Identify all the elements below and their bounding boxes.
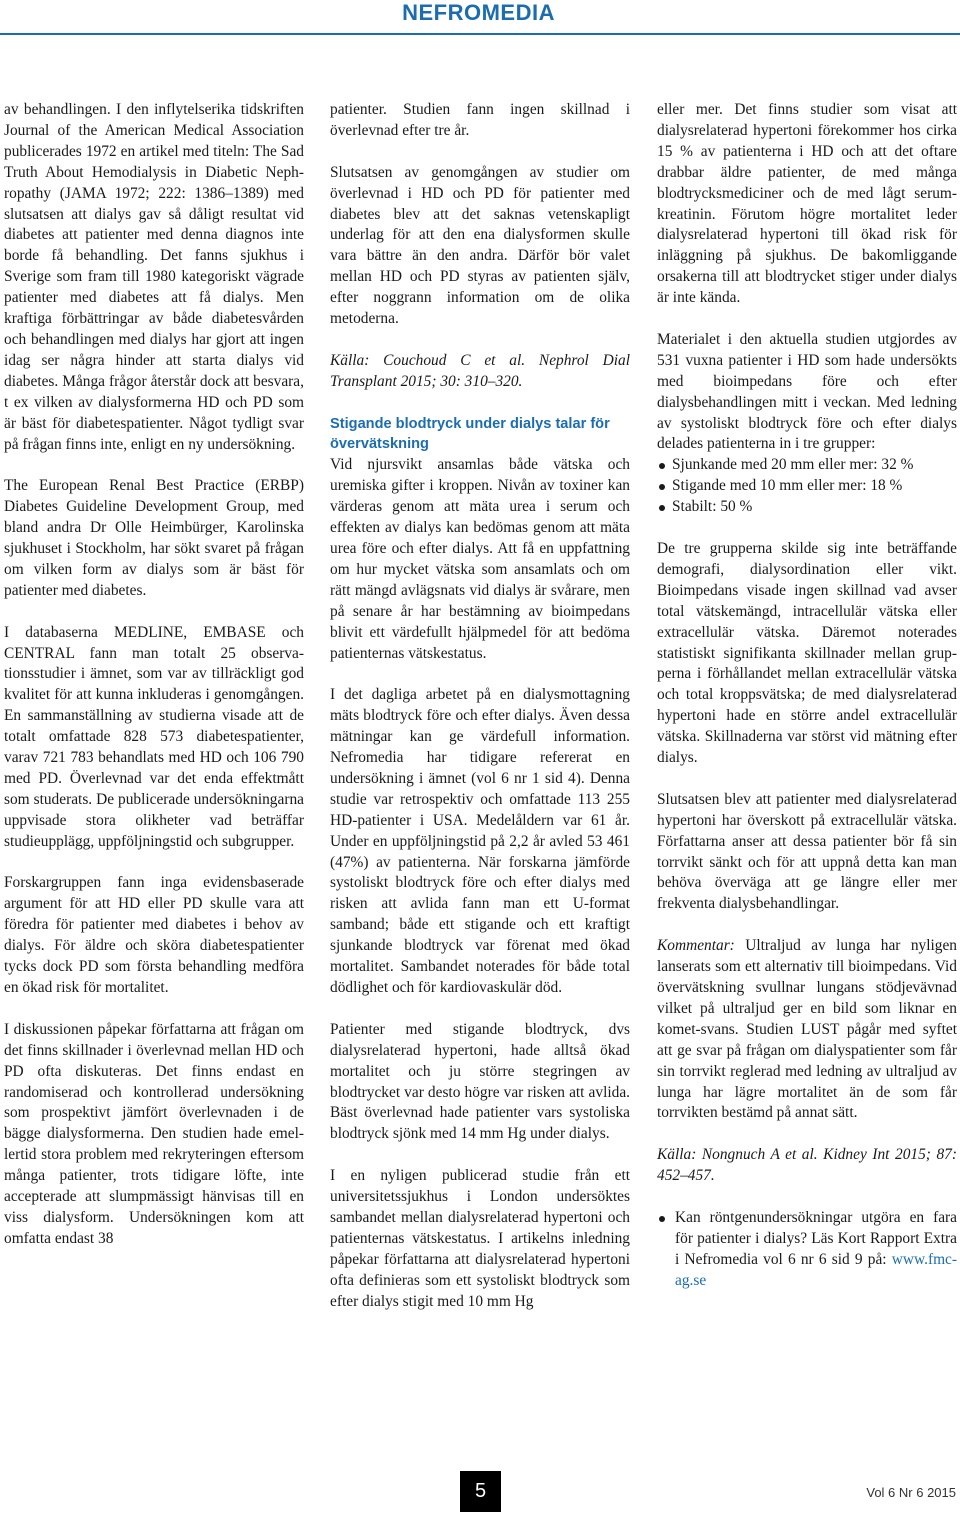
article-column-1 [4,100,304,1250]
paragraph: Materialet i den aktuella studien utgjordes av 531 vuxna patienter i HD som hade undersökts med bioimpedans före och efter dialysbehandlingen mitt i veckan. Med ledning av systoliskt blodtryck före och efter dialys delades patienterna in i tre grupper: [657,330,957,453]
list-item: Stigande med 10 mm eller mer: 18 % [657,476,957,497]
comment-label: Kommentar: [657,937,735,955]
list-item: Stabilt: 50 % [657,497,957,518]
paragraph: Patienter med stigande blodtryck, dvs dialysrelaterad hypertoni, hade alltså ökad mortalitet och ju större stegringen av blodtrycket var desto högre var risken att avlida. Bäst överlevnad hade patienter vars systoliska blodtryck sjönk med 14 mm Hg under dialys. [330,1020,630,1143]
article-column-2 [330,100,630,1312]
note-text: Kan röntgenundersökningar utgöra en fara för patienter i dialys? Läs Kort Rapport Extra i Nefromedia vol 6 nr 6 sid 9 på: [675,1208,957,1268]
header-rule [0,33,960,35]
paragraph: The European Renal Best Practice (ERBP) Diabetes Guideline Development Group, med bland andra Dr Olle Heimbürger, Karolinska sjukhuset i Stockholm, har sökt svaret på frågan om vilken form av dialys som är bäst för patienter med diabetes. [4,477,304,599]
comment-text: Ultraljud av lunga har nyligen lanserats som ett alternativ till bioimpedans. Vid övervätskning svullnar lungans stödjevävnad vilket på ultraljud ger en bild som liknar en komet-svans. Studien LUST pågår med syftet att ge svar på frågan om dialyspatienter som får sin torrvikt reglerad med ledning av ultraljud av lunga har lägre mortalitet än de som får torrvikten bestämd på annat sätt. [657,937,957,1122]
paragraph: Slutsatsen av genomgången av studier om överlevnad i HD och PD för patienter med diabetes blev att det saknas vetenskapligt underlag för att den ena dialysformen skulle vara bättre än den andra. Därför bör valet mellan HD och PD styras av patienten själv, efter noggrann information om de olika metoderna. [330,163,630,328]
source-citation: Källa: Nongnuch A et al. Kidney Int 2015; 87: 452–457. [657,1146,957,1185]
list-item: Sjunkande med 20 mm eller mer: 32 % [657,455,957,476]
source-citation: Källa: Couchoud C et al. Nephrol Dial Transplant 2015; 30: 310–320. [330,351,630,390]
paragraph: av behandlingen. I den inflytelserika tidskriften Journal of the American Medical Association publicerades 1972 en artikel med titeln: The Sad Truth About Hemodialysis in Diabetic Nephropathy (JAMA 1972; 222: 1386–1389) med slutsatsen att dialys gav så dåligt resultat vid diabetes att patienter med denna diagnos inte borde få behandling. Det fanns sjukhus i Sverige som fram till 1980 kategoriskt vägrade patienter med diabetes att få dialys. Men kraftiga förbättringar av både diabetesvården och behandlingen med dialys har gjort att ingen idag ser några hinder att starta dialys vid diabetes. Många frågor återstår dock att besvara, t ex vilken av dialysformerna HD och PD som är bäst för diabetespatienter. Något tydligt svar på frågan finns inte, enligt en ny undersökning. [4,101,304,453]
paragraph: De tre grupperna skilde sig inte beträffande demografi, dialysordination eller vikt. Bioimpedans visade ingen skillnad vad avser total vätskemängd, intracellulär vätska eller extracellulär vätska. Däremot noterades statistiskt signifikanta skillnader mellan grupperna i förhållandet mellan extracellulär vätska och total kroppsvätska; de med dialysrelaterad hypertoni hade en större andel extracellulär vätska. Skillnaderna var störst vid mätning efter dialys. [657,540,957,767]
paragraph: Forskargruppen fann inga evidensbaserade argument för att HD eller PD skulle vara att föredra för patienter med diabetes i behov av dialys. För äldre och sköra diabetespatienter tycks dock PD som första behandling medföra en ökad risk för mortalitet. [4,874,304,997]
section-heading: Stigande blodtryck under dialys talar för övervätskning [330,415,610,453]
paragraph: Vid njursvikt ansamlas både vätska och uremiska gifter i kroppen. Nivån av toxiner kan värderas genom att mäta urea i serum och effekten av dialys kan bedömas genom att mäta urea före och efter dialys. Att få en uppfattning om hur mycket vätska som ansamlats och om rätt mängd avlägsnats vid dialys är svårare, men på senare år har bestämning av bioimpedans blivit ett värdefullt hjälpmedel för att bedöma patienternas vätskestatus. [330,456,630,662]
issue-label: Vol 6 Nr 6 2015 [866,1485,956,1500]
page-number: 5 [460,1471,501,1512]
note-list [657,1208,957,1292]
website-link[interactable]: www.fmc-ag.se [675,1250,957,1289]
article-column-3 [657,100,957,1312]
paragraph: patienter. Studien fann ingen skillnad i överlevnad efter tre år. [330,101,630,139]
masthead-title: NEFROMEDIA [402,0,555,25]
paragraph: I diskussionen påpekar författarna att frågan om det finns skillnader i överlevnad mellan HD och PD ofta diskuteras. Det finns endast en randomiserad och kontrollerad undersökning som prospektivt jämfört överlevnaden i de bägge dialysformerna. Den studien hade emellertid stora problem med rekryteringen eftersom många patienter, trots tidigare löfte, inte accepterade att slumpmässigt hänvisas till en viss dialysform. Undersökningen kom att omfatta endast 38 [4,1020,304,1247]
paragraph: I en nyligen publicerad studie från ett universitetssjukhus i London undersöktes sambandet mellan dialysrelaterad hypertoni och patienternas vätskestatus. I artikelns inledning påpekar författarna att dialysrelaterad hypertoni ofta definieras som ett systoliskt blodtryck som efter dialys stigit med 10 mm Hg [330,1167,630,1310]
paragraph: Slutsatsen blev att patienter med dialysrelaterad hypertoni har överskott på extracellulär vätska. Författarna anser att dessa patienter bör få sin torrvikt sänkt och för att uppnå detta kan man behöva överväga att ge längre eller mer frekventa dialysbehandlingar. [657,790,957,913]
paragraph: I databaserna MEDLINE, EMBASE och CENTRAL fann man totalt 25 observationsstudier i ämnet, som var av tillräckligt god kvalitet för att kunna inkluderas i genomgången. En sammanställning av studierna visade att de totalt omfattade 828 573 diabetespatienter, varav 721 783 behandlats med HD och 106 790 med PD. Överlevnad var det enda effektmått som studerats. De publicerade undersökningarna uppvisade stora olikheter vad beträffar studieupplägg, uppföljningstid och subgrupper. [4,623,304,850]
paragraph: I det dagliga arbetet på en dialysmottagning mäts blodtryck före och efter dialys. Även dessa mätningar kan ge värdefull information. Nefromedia har tidigare refererat en undersökning i ämnet (vol 6 nr 1 sid 4). Denna studie var retrospektiv och omfattade 113 255 HD-patienter i USA. Medelåldern var 61 år. Under en uppföljningstid på 2,2 år avled 53 461 (47%) av patienterna. När forskarna jämförde systoliskt blodtryck före och efter dialys med risken att avlida fann man ett U-format samband; både ett stigande och ett kraftigt sjunkande blodtryck var förenat med ökad mortalitet. Sambandet noterades för både total dödlighet och för kardiovaskulär död. [330,686,630,996]
note-item [657,1208,957,1292]
comment-paragraph [657,936,957,1124]
paragraph: eller mer. Det finns studier som visat att dialysrelaterad hypertoni förekommer hos cirka 15 % av patienterna i HD och att det oftare drabbar äldre patienter, de med många blodtrycksmediciner och de med lågt serum-kreatinin. Förutom högre mortalitet leder dialysrelaterad hypertoni till ökad risk för inläggning på sjukhus. De bakomliggande orsakerna till att blodtrycket stiger under dialys är inte kända. [657,101,957,307]
group-list [657,455,957,518]
